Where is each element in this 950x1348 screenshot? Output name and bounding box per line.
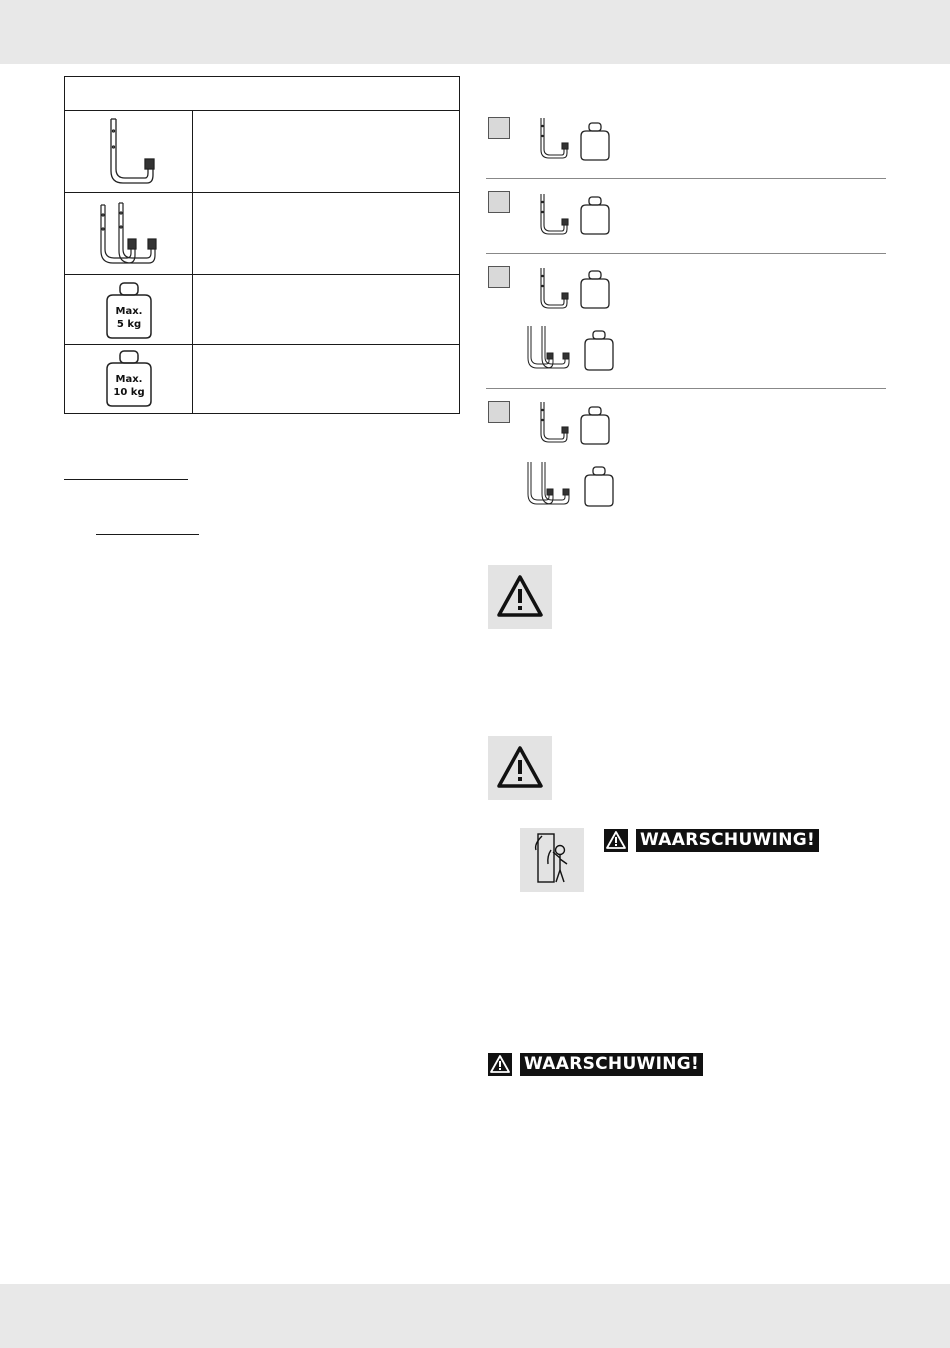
double-hook-icon <box>524 458 584 510</box>
legend-icon-cell <box>65 275 193 344</box>
step-divider <box>486 178 886 179</box>
legend-table <box>64 76 460 414</box>
subheading-underline <box>96 534 199 535</box>
weight-label-max: Max. <box>115 306 143 317</box>
weight-label-value: 5 kg <box>116 319 142 330</box>
warning-tile-1 <box>488 565 552 629</box>
step-number-box-2 <box>488 191 510 213</box>
legend-row-weight-10 <box>65 345 459 413</box>
warning-label: WAARSCHUWING! <box>520 1053 703 1076</box>
warning-banner-2 <box>488 1053 703 1076</box>
single-hook-icon <box>536 114 576 164</box>
single-hook-icon <box>536 190 576 240</box>
weight-icon <box>582 464 616 508</box>
footer-band <box>0 1284 950 1348</box>
weight-icon <box>578 194 612 236</box>
single-hook-icon <box>536 398 576 448</box>
step-divider <box>486 388 886 389</box>
step-number-box-1 <box>488 117 510 139</box>
legend-header <box>65 77 459 111</box>
step-number-box-4 <box>488 401 510 423</box>
warning-triangle-icon <box>488 1053 512 1076</box>
child-hazard-icon <box>520 828 584 892</box>
heading-underline <box>64 479 188 480</box>
warning-banner-1 <box>604 829 819 852</box>
step-number-box-3 <box>488 266 510 288</box>
child-hazard-tile <box>520 828 584 892</box>
legend-icon-cell <box>65 111 193 192</box>
double-hook-icon <box>65 193 193 275</box>
warning-triangle-icon <box>604 829 628 852</box>
warning-tile-2 <box>488 736 552 800</box>
weight-icon <box>65 345 193 413</box>
warning-triangle-icon <box>488 736 552 800</box>
weight-icon <box>65 275 193 345</box>
weight-label-value: 10 kg <box>113 387 145 398</box>
weight-icon <box>582 328 616 372</box>
legend-row-single-hook <box>65 111 459 193</box>
legend-row-weight-5 <box>65 275 459 345</box>
single-hook-icon <box>65 111 193 193</box>
weight-label-max: Max. <box>115 374 143 385</box>
warning-triangle-icon <box>488 565 552 629</box>
legend-icon-cell <box>65 345 193 413</box>
warning-label: WAARSCHUWING! <box>636 829 819 852</box>
weight-icon <box>578 404 612 446</box>
header-band <box>0 0 950 64</box>
double-hook-icon <box>524 322 584 374</box>
legend-icon-cell <box>65 193 193 274</box>
weight-icon <box>578 268 612 310</box>
step-divider <box>486 253 886 254</box>
weight-icon <box>578 120 612 162</box>
single-hook-icon <box>536 264 576 314</box>
legend-row-double-hook <box>65 193 459 275</box>
